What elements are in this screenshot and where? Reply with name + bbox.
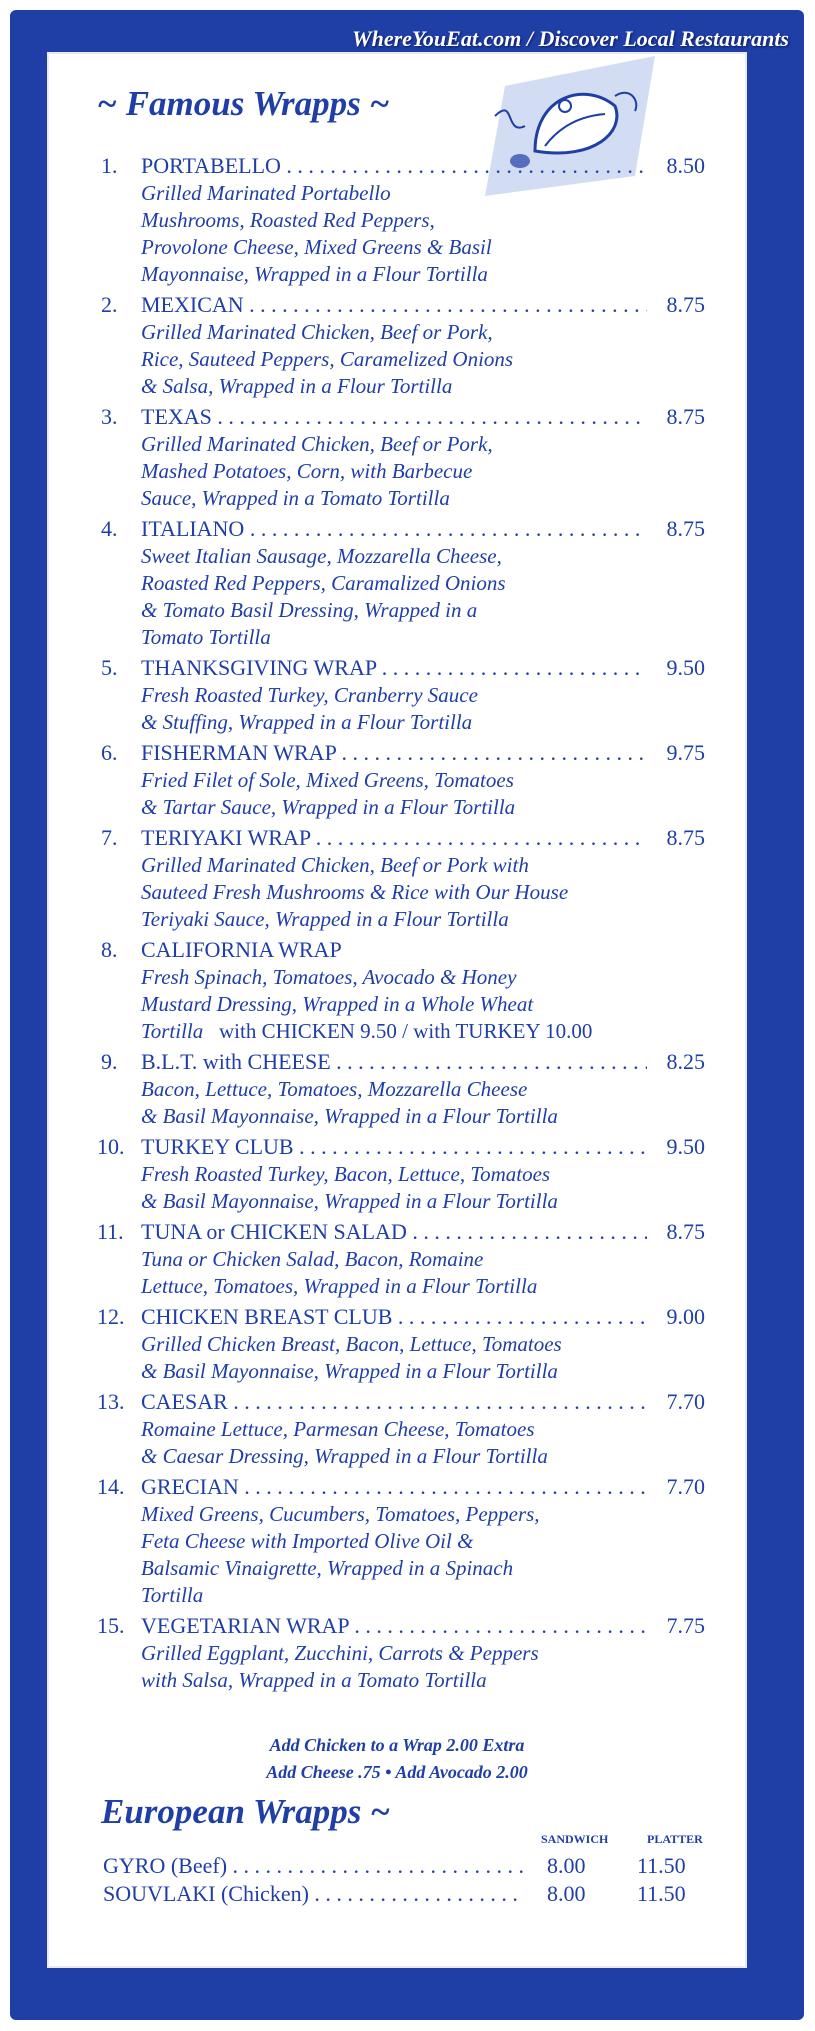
item-price: 9.75 bbox=[666, 740, 705, 765]
item-description: Grilled Marinated Portabello Mushrooms, Roasted Red Peppers, Provolone Cheese, Mixed Greens & Basil Mayonnaise, Wrapped in a Flour Tortilla bbox=[141, 181, 492, 286]
item-number: 7. bbox=[101, 825, 118, 850]
menu-item bbox=[47, 824, 747, 933]
item-name: TEXAS . . . bbox=[141, 403, 647, 431]
menu-item bbox=[47, 1218, 747, 1300]
item-description: Mixed Greens, Cucumbers, Tomatoes, Peppers, Feta Cheese with Imported Olive Oil & Balsamic Vinaigrette, Wrapped in a Spinach Tortilla bbox=[141, 1502, 540, 1607]
euro-item-platter-price: 11.50 bbox=[637, 1853, 686, 1878]
item-price: 7.70 bbox=[666, 1474, 705, 1499]
item-name: B.L.T. with CHEESE . . . bbox=[141, 1048, 647, 1076]
item-number: 12. bbox=[97, 1304, 125, 1329]
item-number: 10. bbox=[97, 1134, 125, 1159]
item-name: TERIYAKI WRAP . . . bbox=[141, 824, 647, 852]
addon-note-1: Add Chicken to a Wrap 2.00 Extra bbox=[269, 1735, 525, 1755]
menu-item bbox=[47, 1048, 747, 1130]
menu-item bbox=[47, 739, 747, 821]
item-name: CHICKEN BREAST CLUB . . . bbox=[141, 1303, 647, 1331]
item-name: THANKSGIVING WRAP . . . bbox=[141, 654, 647, 682]
euro-item bbox=[47, 1880, 747, 1908]
euro-item-platter-price: 11.50 bbox=[637, 1881, 686, 1906]
famous-wrapps-list bbox=[47, 152, 747, 1697]
menu-item bbox=[47, 1473, 747, 1609]
euro-item-sandwich-price: 8.00 bbox=[547, 1853, 586, 1878]
item-name: FISHERMAN WRAP . . . bbox=[141, 739, 647, 767]
item-number: 2. bbox=[101, 292, 118, 317]
menu-item bbox=[47, 1133, 747, 1215]
item-price: 8.75 bbox=[666, 404, 705, 429]
item-number: 11. bbox=[97, 1219, 124, 1244]
item-number: 14. bbox=[97, 1474, 125, 1499]
item-name: PORTABELLO . . . bbox=[141, 152, 647, 180]
item-number: 9. bbox=[101, 1049, 118, 1074]
item-price: 8.75 bbox=[666, 825, 705, 850]
item-description: Fresh Roasted Turkey, Bacon, Lettuce, Tomatoes & Basil Mayonnaise, Wrapped in a Flour Tortilla bbox=[141, 1162, 558, 1213]
euro-item bbox=[47, 1852, 747, 1880]
item-price: 9.50 bbox=[666, 1134, 705, 1159]
item-description: Grilled Marinated Chicken, Beef or Pork with Sauteed Fresh Mushrooms & Rice with Our House Teriyaki Sauce, Wrapped in a Flour Tortilla bbox=[141, 853, 569, 931]
item-description: Romaine Lettuce, Parmesan Cheese, Tomatoes & Caesar Dressing, Wrapped in a Flour Tortilla bbox=[141, 1417, 548, 1468]
euro-item-name: SOUVLAKI (Chicken) . . . bbox=[103, 1880, 523, 1908]
item-price: 8.25 bbox=[666, 1049, 705, 1074]
item-description bbox=[141, 964, 717, 1045]
item-number: 6. bbox=[101, 740, 118, 765]
item-name: TUNA or CHICKEN SALAD . . . bbox=[141, 1218, 647, 1246]
platter-footer-note: Platters are Served with French Fries or Rice & Greek Salad bbox=[171, 1970, 623, 1990]
item-description: Grilled Marinated Chicken, Beef or Pork, Rice, Sauteed Peppers, Caramelized Onions & Salsa, Wrapped in a Flour Tortilla bbox=[141, 320, 514, 398]
famous-wrapps-title: ~ Famous Wrapps ~ bbox=[97, 84, 390, 123]
item-price: 7.75 bbox=[666, 1613, 705, 1638]
item-description: Grilled Chicken Breast, Bacon, Lettuce, Tomatoes & Basil Mayonnaise, Wrapped in a Flour Tortilla bbox=[141, 1332, 562, 1383]
item-price-options: with CHICKEN 9.50 / with TURKEY 10.00 bbox=[219, 1019, 593, 1043]
item-description: Tuna or Chicken Salad, Bacon, Romaine Lettuce, Tomatoes, Wrapped in a Flour Tortilla bbox=[141, 1247, 538, 1298]
menu-panel bbox=[47, 52, 747, 1990]
menu-item bbox=[47, 291, 747, 400]
item-name: VEGETARIAN WRAP . . . bbox=[141, 1612, 647, 1640]
item-number: 13. bbox=[97, 1389, 125, 1414]
item-number: 4. bbox=[101, 516, 118, 541]
menu-item bbox=[47, 403, 747, 512]
item-number: 1. bbox=[101, 153, 118, 178]
item-price: 8.50 bbox=[666, 153, 705, 178]
euro-item-name: GYRO (Beef) . . . bbox=[103, 1852, 523, 1880]
item-name: CALIFORNIA WRAP bbox=[141, 937, 342, 962]
item-name: ITALIANO . . . bbox=[141, 515, 647, 543]
item-description-text: Fresh Spinach, Tomatoes, Avocado & Honey Mustard Dressing, Wrapped in a Whole Wheat Tortilla bbox=[141, 965, 534, 1043]
item-name: CAESAR . . . bbox=[141, 1388, 647, 1416]
menu-item bbox=[47, 1612, 747, 1694]
item-number: 3. bbox=[101, 404, 118, 429]
item-price: 8.75 bbox=[666, 1219, 705, 1244]
item-number: 8. bbox=[101, 937, 118, 962]
item-description: Fried Filet of Sole, Mixed Greens, Tomatoes & Tartar Sauce, Wrapped in a Flour Tortilla bbox=[141, 768, 516, 819]
item-description: Fresh Roasted Turkey, Cranberry Sauce & Stuffing, Wrapped in a Flour Tortilla bbox=[141, 683, 478, 734]
item-description: Sweet Italian Sausage, Mozzarella Cheese, Roasted Red Peppers, Caramalized Onions & Tomato Basil Dressing, Wrapped in a Tomato Tortilla bbox=[141, 544, 506, 649]
item-number: 15. bbox=[97, 1613, 125, 1638]
item-price: 9.00 bbox=[666, 1304, 705, 1329]
menu-item bbox=[47, 654, 747, 736]
menu-item bbox=[47, 1388, 747, 1470]
col-platter: PLATTER bbox=[647, 1832, 703, 1846]
menu-item bbox=[47, 936, 747, 1045]
item-description: Grilled Marinated Chicken, Beef or Pork, Mashed Potatoes, Corn, with Barbecue Sauce, Wrapped in a Tomato Tortilla bbox=[141, 432, 493, 510]
menu-item bbox=[47, 1303, 747, 1385]
item-price: 9.50 bbox=[666, 655, 705, 680]
european-wrapps-title: European Wrapps ~ bbox=[101, 1792, 391, 1831]
item-description: Grilled Eggplant, Zucchini, Carrots & Peppers with Salsa, Wrapped in a Tomato Tortilla bbox=[141, 1641, 539, 1692]
item-price: 8.75 bbox=[666, 516, 705, 541]
item-name: MEXICAN . . . bbox=[141, 291, 647, 319]
addon-note-2: Add Cheese .75 • Add Avocado 2.00 bbox=[266, 1762, 528, 1782]
item-name: TURKEY CLUB . . . bbox=[141, 1133, 647, 1161]
item-price: 8.75 bbox=[666, 292, 705, 317]
item-name: GRECIAN . . . bbox=[141, 1473, 647, 1501]
col-sandwich: SANDWICH bbox=[541, 1832, 609, 1846]
item-price: 7.70 bbox=[666, 1389, 705, 1414]
watermark: WhereYouEat.com / Discover Local Restaurants bbox=[352, 26, 789, 51]
item-number: 5. bbox=[101, 655, 118, 680]
item-description: Bacon, Lettuce, Tomatoes, Mozzarella Cheese & Basil Mayonnaise, Wrapped in a Flour Tortilla bbox=[141, 1077, 558, 1128]
menu-item bbox=[47, 152, 747, 288]
euro-item-sandwich-price: 8.00 bbox=[547, 1881, 586, 1906]
menu-item bbox=[47, 515, 747, 651]
